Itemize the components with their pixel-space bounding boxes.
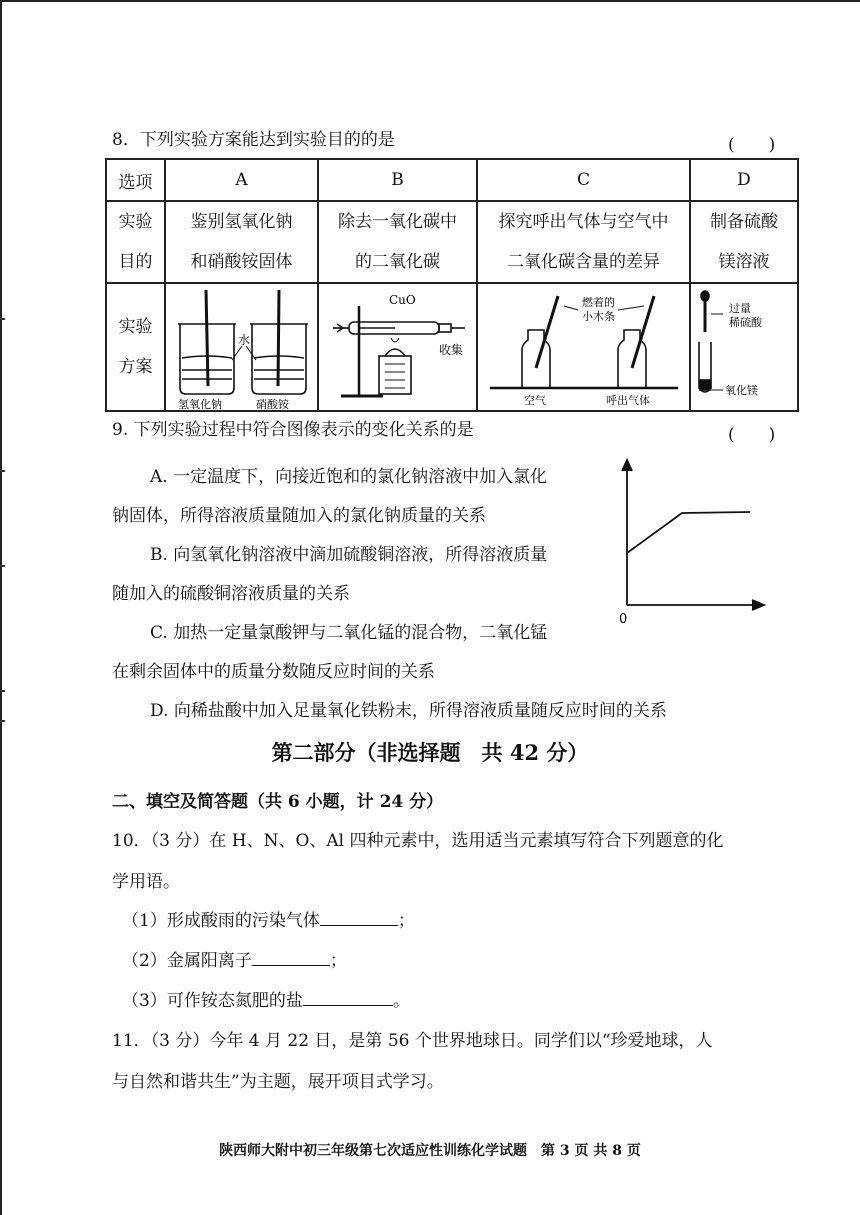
purpose-line: 探究呼出气体与空气中 <box>498 212 669 232</box>
q9-option-b: B. 向氢氧化钠溶液中滴加硫酸铜溶液，所得溶液质量 <box>150 545 548 565</box>
margin-tick <box>0 565 5 567</box>
q9-option-d: D. 向稀盐酸中加入足量氧化铁粉末，所得溶液质量随反应时间的关系 <box>150 701 667 721</box>
plan-cell-d <box>690 283 798 411</box>
purpose-line: 鉴别氢氧化钠 <box>190 212 293 232</box>
beakers-figure <box>166 284 317 410</box>
stick-label: 小木条 <box>582 310 615 323</box>
header-cell: 选项 <box>106 159 165 201</box>
page-footer: 陕西师大附中初三年级第七次适应性训练化学试题 第 3 页 共 8 页 <box>219 1143 641 1159</box>
q8-stem: 8．下列实验方案能达到实验目的的是 <box>112 130 395 150</box>
label-line: 目的 <box>118 252 153 272</box>
part2-title: 第二部分（非选择题 共 42 分） <box>271 740 589 765</box>
q11-stem: 11．（3 分）今年 4 月 22 日，是第 56 个世界地球日。同学们以“珍爱地球，人 <box>112 1031 713 1051</box>
answer-blank[interactable] <box>252 949 330 966</box>
q10-item-1 <box>122 906 415 931</box>
label-line: 实验 <box>118 317 153 337</box>
naoh-label: 氢氧化钠 <box>178 398 222 410</box>
stick-label: 燃着的 <box>582 296 615 309</box>
purpose-line: 镁溶液 <box>718 252 770 272</box>
item-text: （3）可作铵态氮肥的盐 <box>122 991 303 1011</box>
item-end: 。 <box>392 991 410 1011</box>
table-row-header <box>106 159 798 201</box>
purpose-line: 制备硫酸 <box>710 212 778 232</box>
q10-item-2 <box>122 946 347 971</box>
origin-label: 0 <box>619 612 628 627</box>
acid-label: 稀硫酸 <box>729 316 762 329</box>
purpose-line: 二氧化碳含量的差异 <box>507 252 660 272</box>
q9-graph <box>610 455 780 630</box>
q9-option-b-cont: 随加入的硫酸铜溶液质量的关系 <box>112 584 350 604</box>
cuo-tube-figure <box>319 284 476 410</box>
bottles-figure <box>478 284 689 410</box>
purpose-cell-d <box>690 201 798 283</box>
purpose-label-cell <box>106 201 165 283</box>
purpose-line: 和硝酸铵固体 <box>190 252 293 272</box>
header-cell: A <box>165 159 318 201</box>
margin-tick <box>0 720 5 722</box>
air-label: 空气 <box>524 394 546 407</box>
item-end: ； <box>329 951 347 971</box>
item-text: （1）形成酸雨的污染气体 <box>122 911 320 931</box>
margin-tick <box>0 470 5 472</box>
q10-stem-cont: 学用语。 <box>112 872 180 892</box>
header-cell: B <box>318 159 477 201</box>
water-label: 水 <box>238 333 251 347</box>
dropper-figure <box>691 284 797 410</box>
label-line: 实验 <box>118 212 153 232</box>
q10-item-3 <box>122 986 410 1011</box>
table-row-plan <box>106 283 798 411</box>
answer-blank[interactable] <box>320 909 398 926</box>
q9-option-c-cont: 在剩余固体中的质量分数随反应时间的关系 <box>112 662 435 682</box>
header-cell: D <box>690 159 798 201</box>
answer-blank[interactable] <box>303 989 393 1006</box>
purpose-line: 除去一氧化碳中 <box>338 212 457 232</box>
plan-label-cell <box>106 283 165 411</box>
x-axis-arrow <box>752 600 764 610</box>
y-axis-arrow <box>622 460 632 471</box>
acid-label: 过量 <box>729 302 751 315</box>
plan-cell-b <box>318 283 477 411</box>
q9-option-a: A. 一定温度下，向接近饱和的氯化钠溶液中加入氯化 <box>150 467 548 487</box>
label-line: 方案 <box>118 357 153 377</box>
plan-cell-a <box>165 283 318 411</box>
purpose-cell-c <box>477 201 690 283</box>
q8-answer-paren[interactable]: ( ) <box>728 135 776 155</box>
cuo-label: CuO <box>389 293 416 307</box>
plan-cell-c <box>477 283 690 411</box>
q9-option-c: C. 加热一定量氯酸钾与二氧化锰的混合物，二氧化锰 <box>150 623 548 643</box>
page-left-border <box>0 0 2 1215</box>
margin-tick <box>0 690 5 692</box>
q9-answer-paren[interactable]: ( ) <box>728 425 776 445</box>
nh4no3-label: 硝酸铵 <box>256 398 289 410</box>
header-cell: C <box>477 159 690 201</box>
q11-stem-cont: 与自然和谐共生”为主题，展开项目式学习。 <box>112 1072 444 1092</box>
item-text: （2）金属阳离子 <box>122 951 252 971</box>
mgo-label: 氧化镁 <box>725 384 758 397</box>
page-top-border <box>0 0 860 2</box>
q9-stem: 9. 下列实验过程中符合图像表示的变化关系的是 <box>112 420 474 440</box>
purpose-cell-b <box>318 201 477 283</box>
q8-table <box>105 158 799 412</box>
breath-label: 呼出气体 <box>606 394 650 407</box>
q9-option-a-cont: 钠固体，所得溶液质量随加入的氯化钠质量的关系 <box>112 506 486 526</box>
item-end: ； <box>397 911 415 931</box>
margin-tick <box>0 318 5 320</box>
section-title: 二、填空及简答题（共 6 小题，计 24 分） <box>112 792 444 812</box>
table-row-purpose <box>106 201 798 283</box>
graph-curve <box>627 512 750 553</box>
q10-stem: 10．（3 分）在 H、N、O、Al 四种元素中，选用适当元素填写符合下列题意的化 <box>112 831 724 851</box>
collect-label: 收集 <box>439 343 464 357</box>
purpose-line: 的二氧化碳 <box>355 252 440 272</box>
purpose-cell-a <box>165 201 318 283</box>
